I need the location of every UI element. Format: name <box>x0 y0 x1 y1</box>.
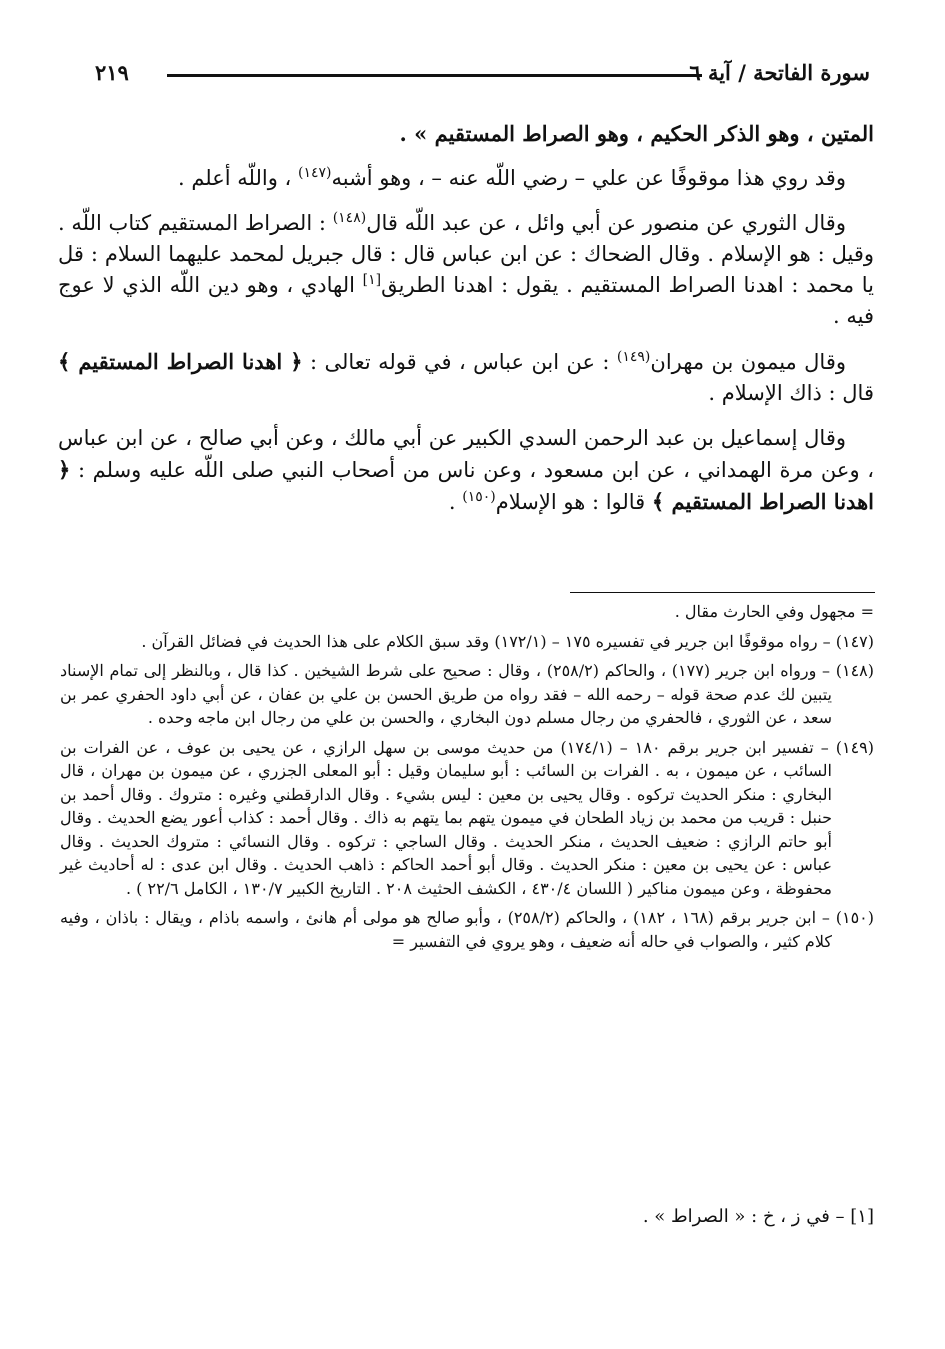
footnote-150-text: (١٥٠) – ابن جرير برقم (١٦٨ ، ١٨٢) ، والحاكم (٢٥٨/٢) ، وأبو صالح هو مولى أم هانئ ، واسمه باذام ، ويقال : باذان ، وفيه كلام كثير ، والصواب في حاله أنه ضعيف ، وهو يروي في التفسير = <box>60 908 874 951</box>
paragraph-4 <box>58 423 874 518</box>
p3-text-b: : عن ابن عباس ، في قوله تعالى : <box>302 350 617 374</box>
p2-text-a: وقال الثوري عن منصور عن أبي وائل ، عن عبد اللّه قال <box>366 211 846 235</box>
p2-text-c: الهادي ، وهو دين اللّه الذي لا عوج فيه . <box>58 273 874 328</box>
footnote-ref-147[interactable]: (١٤٧) <box>298 165 332 181</box>
footnote-ref-149[interactable]: (١٤٩) <box>616 349 651 365</box>
page-header <box>95 56 870 92</box>
p4-text-a: وقال إسماعيل بن عبد الرحمن السدي الكبير عن أبي مالك ، وعن أبي صالح ، عن ابن عباس ، وعن مرة الهمداني ، عن ابن مسعود ، وعن ناس من أصحاب النبي صلى اللّه عليه وسلم : <box>58 426 874 482</box>
page-number: ٢١٩ <box>95 60 129 85</box>
p2-text-b: : الصراط المستقيم كتاب اللّه . وقيل : هو الإسلام . وقال الضحاك : عن ابن عباس قال : قال جبريل لمحمد عليهما السلام : قل يا محمد : اهدنا الصراط المستقيم . يقول : اهدنا الطريق <box>58 211 874 297</box>
editor-note: [١] – في ز ، خ : « الصراط » . <box>642 1206 874 1227</box>
p3-text-c: قال : ذاك الإسلام . <box>708 381 874 405</box>
quran-quote: ﴿ اهدنا الصراط المستقيم ﴾ <box>58 349 303 374</box>
paragraph-1 <box>58 163 874 194</box>
footnote-149 <box>60 736 874 901</box>
paragraph-0: المتين ، وهو الذكر الحكيم ، وهو الصراط المستقيم » . <box>399 121 874 146</box>
footnote-148-text: (١٤٨) – ورواه ابن جرير (١٧٧) ، والحاكم (٢٥٨/٢) ، وقال : صحيح على شرط الشيخين . كذا قال ، وبالنظر إلى تمام الإسناد يتبين لك عدم صحة قوله – رحمه الله – فقد رواه من طريق الحسن بن علي بن عفان ، عن أبي داود الحفري عمر بن سعد ، عن الثوري ، فالحفري من رجال مسلم دون البخاري ، والحسن بن علي من رجال ابن ماجه وحده . <box>60 661 875 727</box>
footnote-149-text: (١٤٩) – تفسير ابن جرير برقم ١٨٠ – (١٧٤/١) من حديث موسى بن سهل الرازي ، عن يحيى بن عوف ، عن الفرات بن السائب ، عن ميمون ، به . الفرات بن السائب : أبو سليمان وقيل : أبو المعلى الجزري ، عن ميمون بن مهران ، قال البخاري : منكر الحديث تركوه . وقال يحيى بن معين : ليس بشيء . وقال الدارقطني وغيره : متروك . وقال أحمد بن حنبل : قريب من محمد بن زياد الطحان في ميمون يتهم بما يتهم به ذاك . وقال أحمد : كذاب أعور يضع الحديث . وقال أبو حاتم الرازي : ضعيف الحديث ، منكر الحديث . وقال الساجي : تركوه . وقال النسائي : متروك الحديث . وقال عباس : عن يحيى بن معين : منكر الحديث . وقال أبو أحمد الحاكم : ذاهب الحديث . وقال ابن عدى : له أحاديث غير محفوظة ، وعن ميمون مناكير ( اللسان ٤٣٠/٤ ، الكشف الحثيث ٢٠٨ . التاريخ الكبير ١٣٠/٧ ، الكامل ٢٢/٦ ) . <box>60 737 875 898</box>
p3-text-a: وقال ميمون بن مهران <box>650 350 847 374</box>
footnotes <box>60 600 874 959</box>
paragraph-3 <box>58 346 874 409</box>
paragraph-2 <box>58 208 874 332</box>
quran-quote-2: ﴿ اهدنا الصراط المستقيم ﴾ <box>58 457 874 514</box>
p1-text-a: وقد روي هذا موقوفًا عن علي – رضي اللّه عنه – ، وهو أشبه <box>331 166 846 190</box>
footnote-147-text: (١٤٧) – رواه موقوفًا ابن جرير في تفسيره ١٧٥ – (١٧٢/١) وقد سبق الكلام على هذا الحديث في فضائل القرآن . <box>141 631 874 651</box>
header-rule <box>167 74 702 77</box>
footnote-ref-150[interactable]: (١٥٠) <box>462 489 496 505</box>
editor-note-ref-1[interactable]: [١] <box>362 272 382 288</box>
footnote-147 <box>60 630 874 654</box>
p4-text-c: . <box>448 490 463 514</box>
footnote-continued: = مجهول وفي الحارث مقال . <box>674 602 874 621</box>
surah-title: سورة الفاتحة / آية ٦ <box>689 60 870 85</box>
footnote-ref-148[interactable]: (١٤٨) <box>332 210 367 226</box>
main-text <box>58 118 874 532</box>
p1-text-b: ، واللّه أعلم . <box>177 166 299 190</box>
footnote-150 <box>60 906 874 953</box>
footnote-separator <box>570 592 875 593</box>
p4-text-b: قالوا : هو الإسلام <box>495 490 652 514</box>
footnote-148 <box>60 659 874 730</box>
